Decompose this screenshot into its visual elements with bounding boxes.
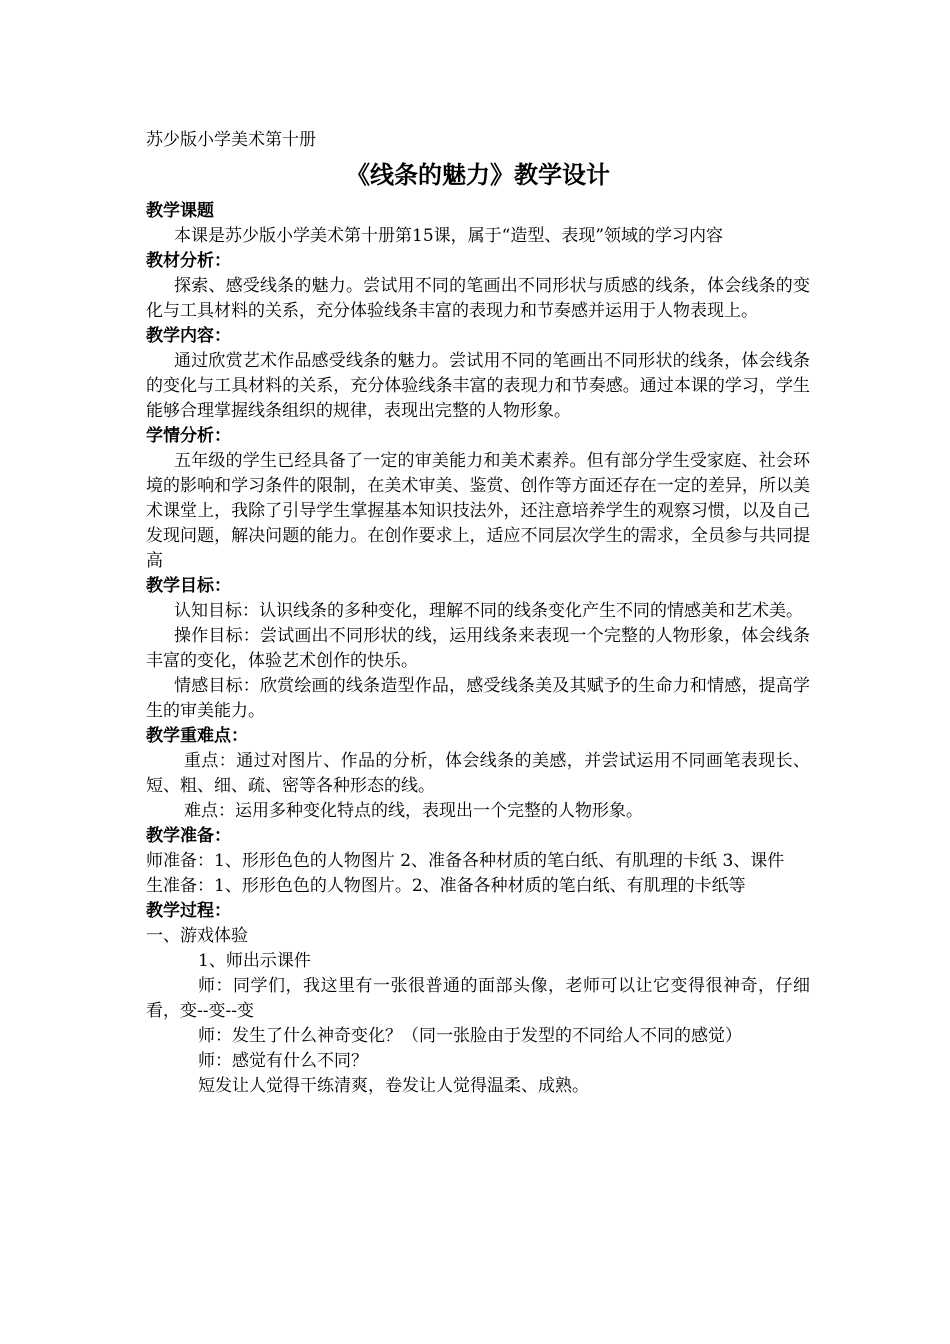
step1-teacher-1: 师：同学们，我这里有一张很普通的面部头像，老师可以让它变得很神奇，仔细看，变--变--变 (146, 976, 810, 1021)
prep-teacher: 师准备：1、形形色色的人物图片 2、准备各种材质的笔白纸、有肌理的卡纸 3、课件 (146, 851, 785, 871)
goal-cognitive: 认知目标：认识线条的多种变化，理解不同的线条变化产生不同的情感美和艺术美。 (174, 601, 803, 621)
topic-text: 本课是苏少版小学美术第十册第15课，属于“造型、表现”领域的学习内容 (174, 226, 724, 246)
students-text: 五年级的学生已经具备了一定的审美能力和美术素养。但有部分学生受家庭、社会环境的影响和学习条件的限制，在美术审美、鉴赏、创作等方面还存在一定的差异，所以美术课堂上，我除了引导学生掌握基本知识技法外，还注意培养学生的观察习惯，以及自己发现问题，解决问题的能力。在创作要求上，适应不同层次学生的需求，全员参与共同提高 (146, 451, 810, 571)
material-heading: 教材分析： (146, 251, 231, 271)
step1-sub: 1、师出示课件 (198, 951, 311, 971)
content-heading: 教学内容： (146, 326, 231, 346)
topic-heading: 教学课题 (146, 201, 214, 221)
keypoints-heading: 教学重难点： (146, 726, 248, 746)
difficult-point: 难点：运用多种变化特点的线，表现出一个完整的人物形象。 (184, 801, 643, 821)
step1-answer: 短发让人觉得干练清爽，卷发让人觉得温柔、成熟。 (198, 1076, 589, 1096)
key-point: 重点：通过对图片、作品的分析，体会线条的美感，并尝试运用不同画笔表现长、短、粗、细、疏、密等各种形态的线。 (146, 751, 810, 796)
goals-heading: 教学目标： (146, 576, 231, 596)
step1-teacher-3: 师：感觉有什么不同？ (198, 1051, 368, 1071)
document-title: 《线条的魅力》教学设计 (346, 161, 610, 189)
content-text: 通过欣赏艺术作品感受线条的魅力。尝试用不同的笔画出不同形状的线条，体会线条的变化与工具材料的关系，充分体验线条丰富的表现力和节奏感。通过本课的学习，学生能够合理掌握线条组织的规律，表现出完整的人物形象。 (146, 351, 810, 421)
prep-student: 生准备：1、形形色色的人物图片。2、准备各种材质的笔白纸、有肌理的卡纸等 (146, 876, 746, 896)
document-subtitle: 苏少版小学美术第十册 (146, 130, 316, 150)
document-body (146, 128, 810, 1099)
material-text: 探索、感受线条的魅力。尝试用不同的笔画出不同形状与质感的线条，体会线条的变化与工具材料的关系，充分体验线条丰富的表现力和节奏感并运用于人物表现上。 (146, 276, 810, 321)
prep-heading: 教学准备： (146, 826, 231, 846)
step1-heading: 一、游戏体验 (146, 926, 248, 946)
students-heading: 学情分析： (146, 426, 231, 446)
goal-emotion: 情感目标：欣赏绘画的线条造型作品，感受线条美及其赋予的生命力和情感，提高学生的审美能力。 (146, 676, 810, 721)
step1-teacher-2: 师：发生了什么神奇变化？（同一张脸由于发型的不同给人不同的感觉） (198, 1026, 742, 1046)
process-heading: 教学过程： (146, 901, 231, 921)
goal-operation: 操作目标：尝试画出不同形状的线，运用线条来表现一个完整的人物形象，体会线条丰富的变化，体验艺术创作的快乐。 (146, 626, 810, 671)
